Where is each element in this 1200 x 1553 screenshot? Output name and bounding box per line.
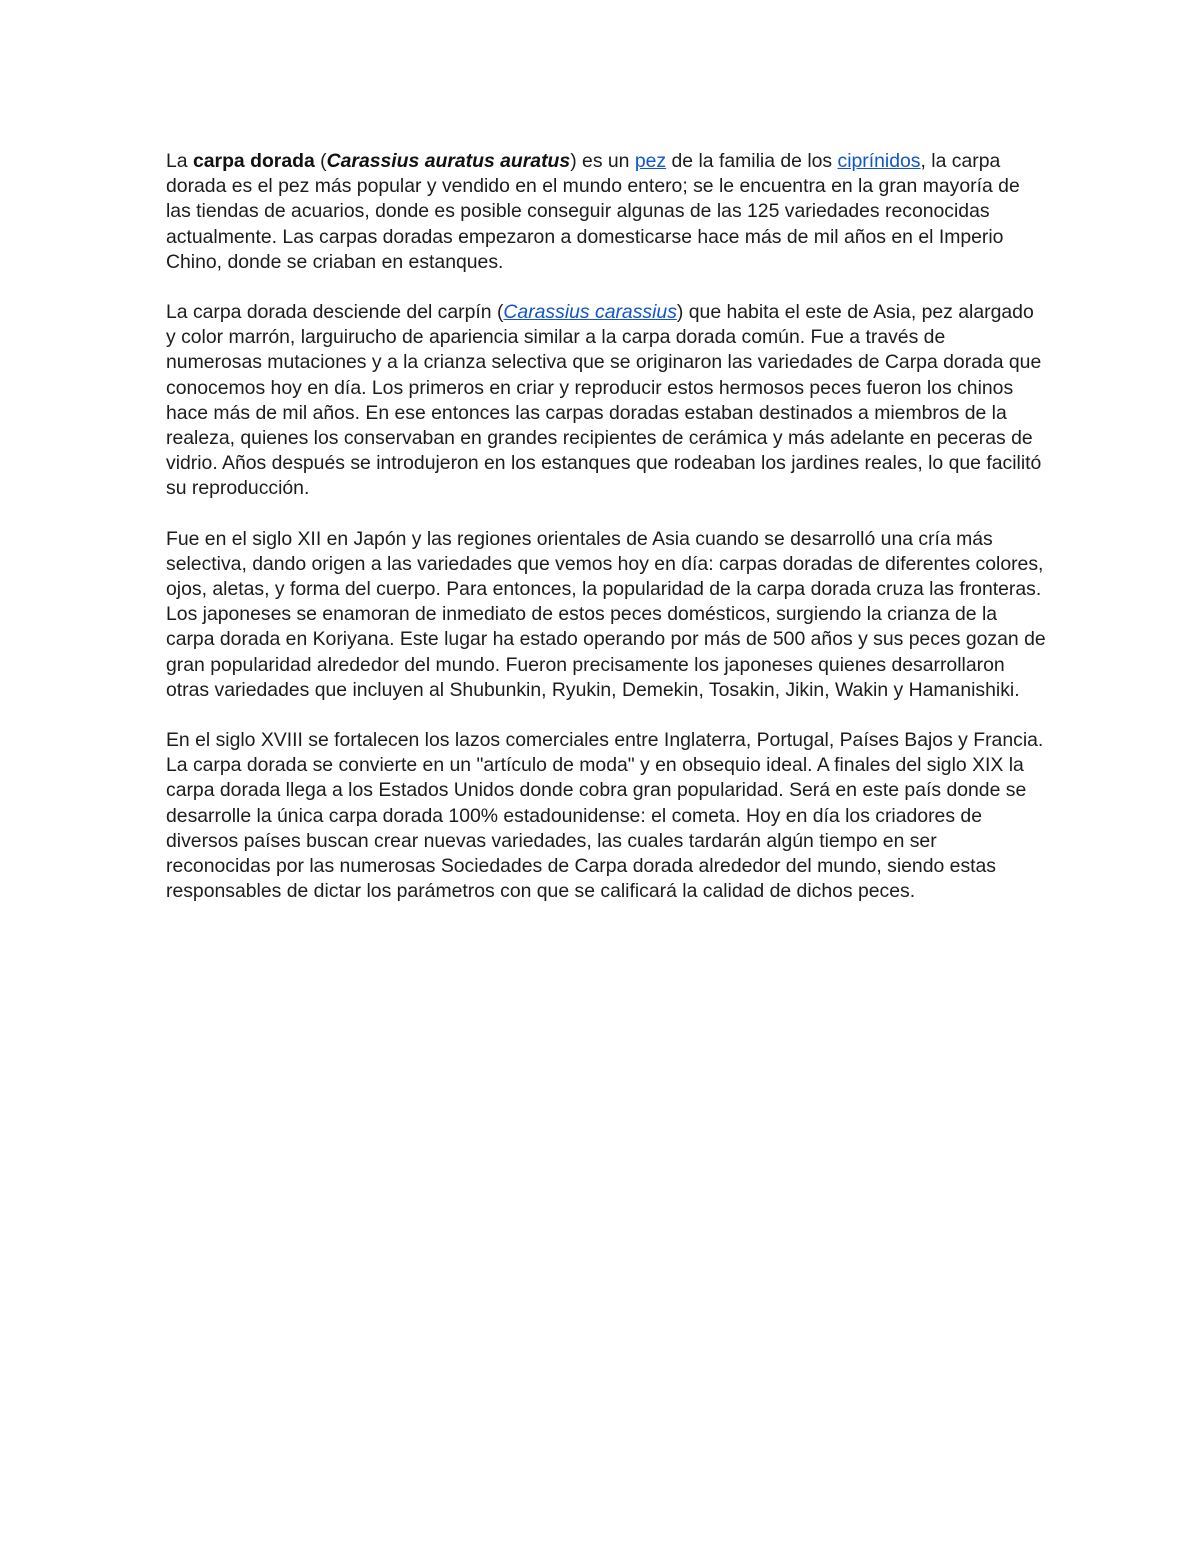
paragraph-1-text-3: ) es un (570, 150, 635, 172)
link-ciprinidos[interactable]: ciprínidos (837, 150, 921, 172)
scientific-name-auratus-text: Carassius auratus auratus (326, 150, 571, 172)
paragraph-4: En el siglo XVIII se fortalecen los lazos comerciales entre Inglaterra, Portugal, Países Bajos y Francia. La carpa dorada se convierte en un "artículo de moda" y en obsequio ideal. A finales del siglo XIX la carpa dorada llega a los Estados Unidos donde cobra gran popularidad. Será en este país donde se desarrolle la única carpa dorada 100% estadounidense: el cometa. Hoy en día los criadores de diversos países buscan crear nuevas variedades, las cuales tardarán algún tiempo en ser reconocidas por las numerosas Sociedades de Carpa dorada alrededor del mundo, siendo estas responsables de dictar los parámetros con que se calificará la calidad de dichos peces. (166, 729, 1044, 903)
link-carassius-carassius-text: Carassius carassius (503, 301, 677, 324)
paragraph-1-text-5: , la carpa dorada es el pez más popular y vendido en el mundo entero; se le encuentra en la gran mayoría de las tiendas de acuarios, donde es posible conseguir algunas de las 125 variedades reconocidas actualmente. Las carpas doradas empezaron a domesticarse hace más de mil años en el Imperio Chino, donde se criaban en estanques. (166, 150, 1020, 273)
paragraph-1-text-4: de la familia de los (666, 150, 838, 172)
scientific-name-auratus (327, 150, 571, 172)
paragraph-1-text-1: La (166, 150, 193, 172)
term-carpa-dorada: carpa dorada (192, 150, 315, 172)
paragraph-1 (166, 149, 1046, 275)
document-body (166, 149, 1046, 929)
paragraph-2-text-1: La carpa dorada desciende del carpín ( (166, 301, 504, 324)
paragraph-2-text-2: ) que habita el este de Asia, pez alargado y color marrón, larguirucho de apariencia similar a la carpa dorada común. Fue a través de numerosas mutaciones y a la crianza selectiva que se originaron las variedades de Carpa dorada que conocemos hoy en día. Los primeros en criar y reproducir estos hermosos peces fueron los chinos hace más de mil años. En ese entonces las carpas doradas estaban destinados a miembros de la realeza, quienes los conservaban en grandes recipientes de cerámica y más adelante en peceras de vidrio. Años después se introdujeron en los estanques que rodeaban los jardines reales, lo que facilitó su reproducción. (166, 301, 1042, 500)
paragraph-2 (166, 300, 1046, 502)
paragraph-1-text-2: ( (314, 150, 327, 172)
link-pez[interactable]: pez (634, 150, 667, 172)
paragraph-3: Fue en el siglo XII en Japón y las regiones orientales de Asia cuando se desarrolló una cría más selectiva, dando origen a las variedades que vemos hoy en día: carpas doradas de diferentes colores, ojos, aletas, y forma del cuerpo. Para entonces, la popularidad de la carpa dorada cruza las fronteras. Los japoneses se enamoran de inmediato de estos peces domésticos, surgiendo la crianza de la carpa dorada en Koriyana. Este lugar ha estado operando por más de 500 años y sus peces gozan de gran popularidad alrededor del mundo. Fueron precisamente los japoneses quienes desarrollaron otras variedades que incluyen al Shubunkin, Ryukin, Demekin, Tosakin, Jikin, Wakin y Hamanishiki. (166, 527, 1046, 701)
link-carassius-carassius[interactable] (503, 301, 677, 323)
